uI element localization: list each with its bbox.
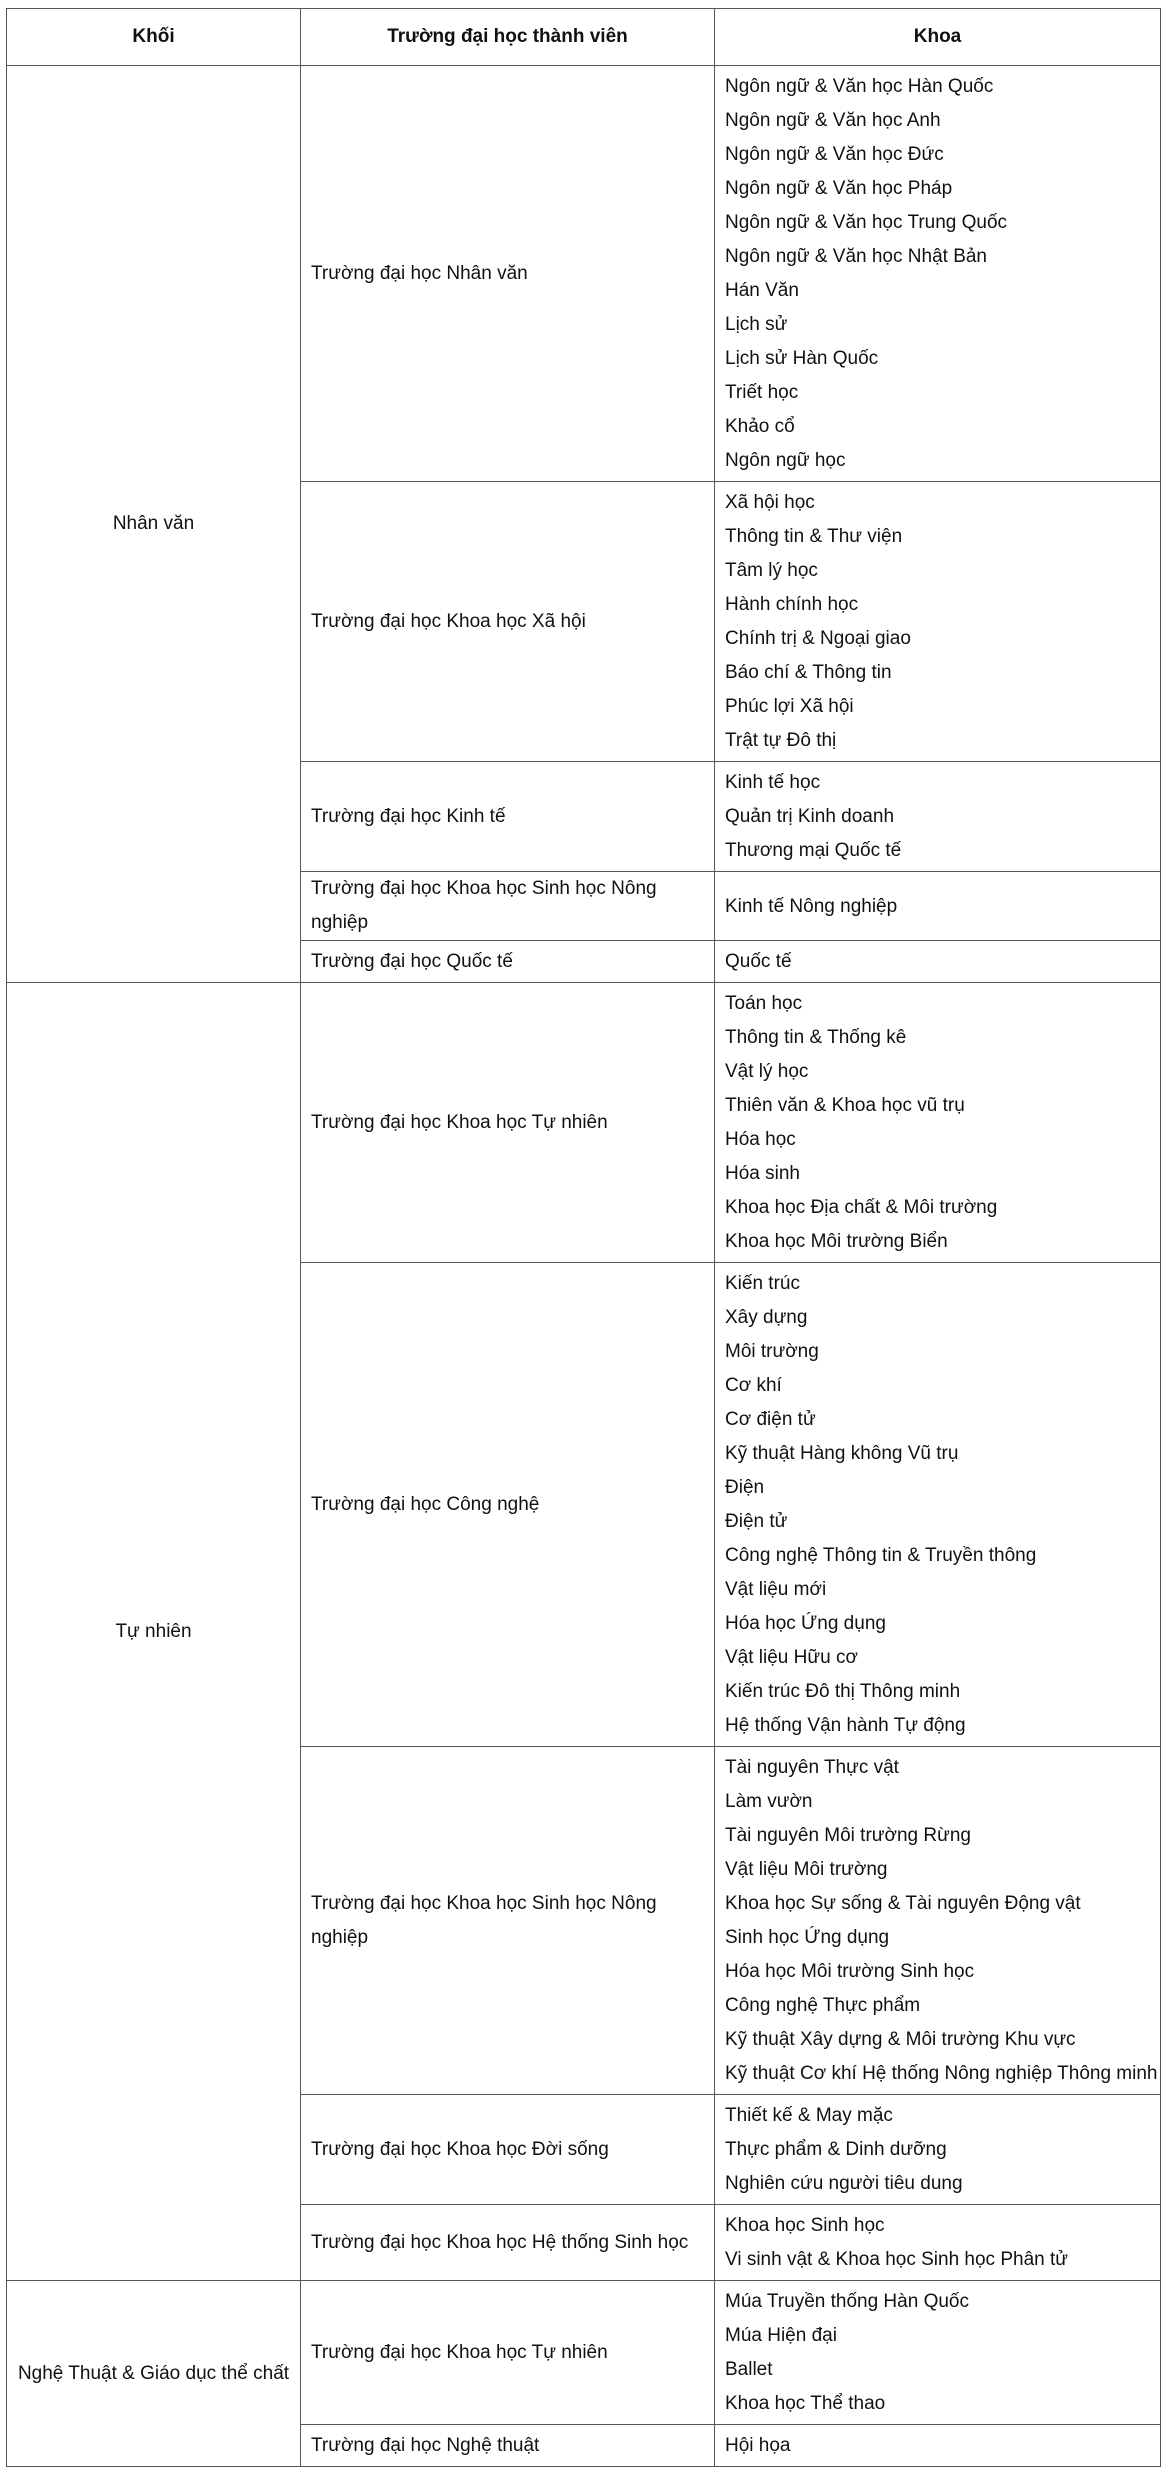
- department-item: Vật liệu Hữu cơ: [725, 1647, 858, 1668]
- department-item: Quản trị Kinh doanh: [725, 806, 895, 827]
- department-item: Múa Truyền thống Hàn Quốc: [725, 2291, 969, 2312]
- department-item: Hành chính học: [725, 594, 859, 615]
- department-item: Công nghệ Thông tin & Truyền thông: [725, 1545, 1037, 1566]
- department-item: Hóa học: [725, 1129, 796, 1150]
- table-header: [7, 9, 1161, 66]
- department-item: Ngôn ngữ & Văn học Hàn Quốc: [725, 76, 994, 97]
- department-item: Hóa học Môi trường Sinh học: [725, 1961, 975, 1982]
- department-item: Khoa học Địa chất & Môi trường: [725, 1197, 998, 1218]
- header-group: Khối: [7, 9, 301, 66]
- school-cell: Trường đại học Khoa học Sinh học Nông nghiệp: [301, 872, 715, 941]
- department-item: Chính trị & Ngoại giao: [725, 628, 911, 649]
- department-item: Thương mại Quốc tế: [725, 840, 902, 861]
- department-item: Khoa học Môi trường Biển: [725, 1231, 948, 1252]
- header-department: Khoa: [715, 9, 1161, 66]
- department-item: Sinh học Ứng dụng: [725, 1927, 890, 1948]
- department-item: Ngôn ngữ & Văn học Pháp: [725, 178, 953, 199]
- department-item: Khoa học Thể thao: [725, 2393, 886, 2414]
- department-item: Kỹ thuật Xây dựng & Môi trường Khu vực: [725, 2029, 1076, 2050]
- department-item: Vật lý học: [725, 1061, 809, 1082]
- department-item: Hóa học Ứng dụng: [725, 1613, 886, 1634]
- school-cell: Trường đại học Khoa học Tự nhiên: [301, 2281, 715, 2425]
- faculty-table-container: [6, 8, 1160, 2467]
- department-item: Ngôn ngữ & Văn học Nhật Bản: [725, 246, 988, 267]
- school-cell: Trường đại học Khoa học Xã hội: [301, 482, 715, 762]
- department-item: Vật liệu mới: [725, 1579, 827, 1600]
- table-row: [7, 983, 1161, 1263]
- department-item: Điện tử: [725, 1511, 788, 1532]
- department-cell: [715, 762, 1161, 872]
- department-item: Kinh tế học: [725, 772, 821, 793]
- department-item: Ballet: [725, 2359, 773, 2380]
- group-cell: Tự nhiên: [7, 983, 301, 2281]
- department-item: Thông tin & Thư viện: [725, 526, 903, 547]
- department-item: Báo chí & Thông tin: [725, 662, 892, 683]
- department-cell: [715, 2095, 1161, 2205]
- department-item: Khoa học Sinh học: [725, 2215, 885, 2236]
- department-item: Tài nguyên Thực vật: [725, 1757, 899, 1778]
- school-cell: Trường đại học Khoa học Tự nhiên: [301, 983, 715, 1263]
- department-item: Ngôn ngữ & Văn học Anh: [725, 110, 941, 131]
- department-cell: [715, 2205, 1161, 2281]
- department-cell: [715, 66, 1161, 482]
- department-item: Kỹ thuật Hàng không Vũ trụ: [725, 1443, 959, 1464]
- department-cell: [715, 1263, 1161, 1747]
- school-cell: Trường đại học Khoa học Hệ thống Sinh học: [301, 2205, 715, 2281]
- department-item: Ngôn ngữ học: [725, 450, 846, 471]
- department-item: Vật liệu Môi trường: [725, 1859, 888, 1880]
- department-item: Kiến trúc: [725, 1273, 800, 1294]
- department-item: Hội họa: [725, 2435, 791, 2456]
- department-item: Ngôn ngữ & Văn học Trung Quốc: [725, 212, 1008, 233]
- department-item: Tâm lý học: [725, 560, 818, 581]
- department-item: Hệ thống Vận hành Tự động: [725, 1715, 966, 1736]
- department-item: Xã hội học: [725, 492, 815, 513]
- department-cell: [715, 2425, 1161, 2467]
- department-item: Ngôn ngữ & Văn học Đức: [725, 144, 944, 165]
- department-item: Kỹ thuật Cơ khí Hệ thống Nông nghiệp Thông minh: [725, 2063, 1158, 2084]
- department-item: Thực phẩm & Dinh dưỡng: [725, 2139, 947, 2160]
- department-item: Kiến trúc Đô thị Thông minh: [725, 1681, 961, 1702]
- department-item: Khảo cổ: [725, 416, 795, 437]
- school-cell: Trường đại học Quốc tế: [301, 941, 715, 983]
- department-item: Khoa học Sự sống & Tài nguyên Động vật: [725, 1893, 1081, 1914]
- department-item: Điện: [725, 1477, 765, 1498]
- department-cell: [715, 872, 1161, 941]
- department-item: Múa Hiện đại: [725, 2325, 837, 2346]
- department-item: Thiên văn & Khoa học vũ trụ: [725, 1095, 965, 1116]
- department-cell: [715, 482, 1161, 762]
- department-item: Thiết kế & May mặc: [725, 2105, 893, 2126]
- department-item: Làm vườn: [725, 1791, 813, 1812]
- header-school: Trường đại học thành viên: [301, 9, 715, 66]
- department-item: Cơ khí: [725, 1375, 782, 1396]
- department-item: Môi trường: [725, 1341, 819, 1362]
- department-item: Cơ điện tử: [725, 1409, 816, 1430]
- department-cell: [715, 983, 1161, 1263]
- department-item: Lịch sử Hàn Quốc: [725, 348, 879, 369]
- faculty-table: [6, 8, 1161, 2467]
- school-cell: Trường đại học Công nghệ: [301, 1263, 715, 1747]
- department-cell: [715, 1747, 1161, 2095]
- school-cell: Trường đại học Nghệ thuật: [301, 2425, 715, 2467]
- department-item: Xây dựng: [725, 1307, 808, 1328]
- department-item: Trật tự Đô thị: [725, 730, 837, 751]
- department-item: Quốc tế: [725, 951, 792, 972]
- department-item: Nghiên cứu người tiêu dung: [725, 2173, 963, 2194]
- school-cell: Trường đại học Khoa học Sinh học Nông nghiệp: [301, 1747, 715, 2095]
- department-item: Triết học: [725, 382, 799, 403]
- school-cell: Trường đại học Kinh tế: [301, 762, 715, 872]
- department-item: Công nghệ Thực phẩm: [725, 1995, 921, 2016]
- table-body: [7, 66, 1161, 2467]
- group-cell: Nghệ Thuật & Giáo dục thể chất: [7, 2281, 301, 2467]
- group-cell: Nhân văn: [7, 66, 301, 983]
- department-cell: [715, 941, 1161, 983]
- department-item: Vi sinh vật & Khoa học Sinh học Phân tử: [725, 2249, 1068, 2270]
- table-row: [7, 66, 1161, 482]
- department-item: Hóa sinh: [725, 1163, 800, 1184]
- department-item: Thông tin & Thống kê: [725, 1027, 907, 1048]
- header-row: [7, 9, 1161, 66]
- table-row: [7, 2281, 1161, 2425]
- department-item: Lịch sử: [725, 314, 788, 335]
- department-item: Hán Văn: [725, 280, 799, 301]
- school-cell: Trường đại học Nhân văn: [301, 66, 715, 482]
- department-item: Toán học: [725, 993, 803, 1014]
- department-item: Kinh tế Nông nghiệp: [725, 895, 898, 917]
- department-cell: [715, 2281, 1161, 2425]
- department-item: Tài nguyên Môi trường Rừng: [725, 1825, 971, 1846]
- school-cell: Trường đại học Khoa học Đời sống: [301, 2095, 715, 2205]
- department-item: Phúc lợi Xã hội: [725, 696, 854, 717]
